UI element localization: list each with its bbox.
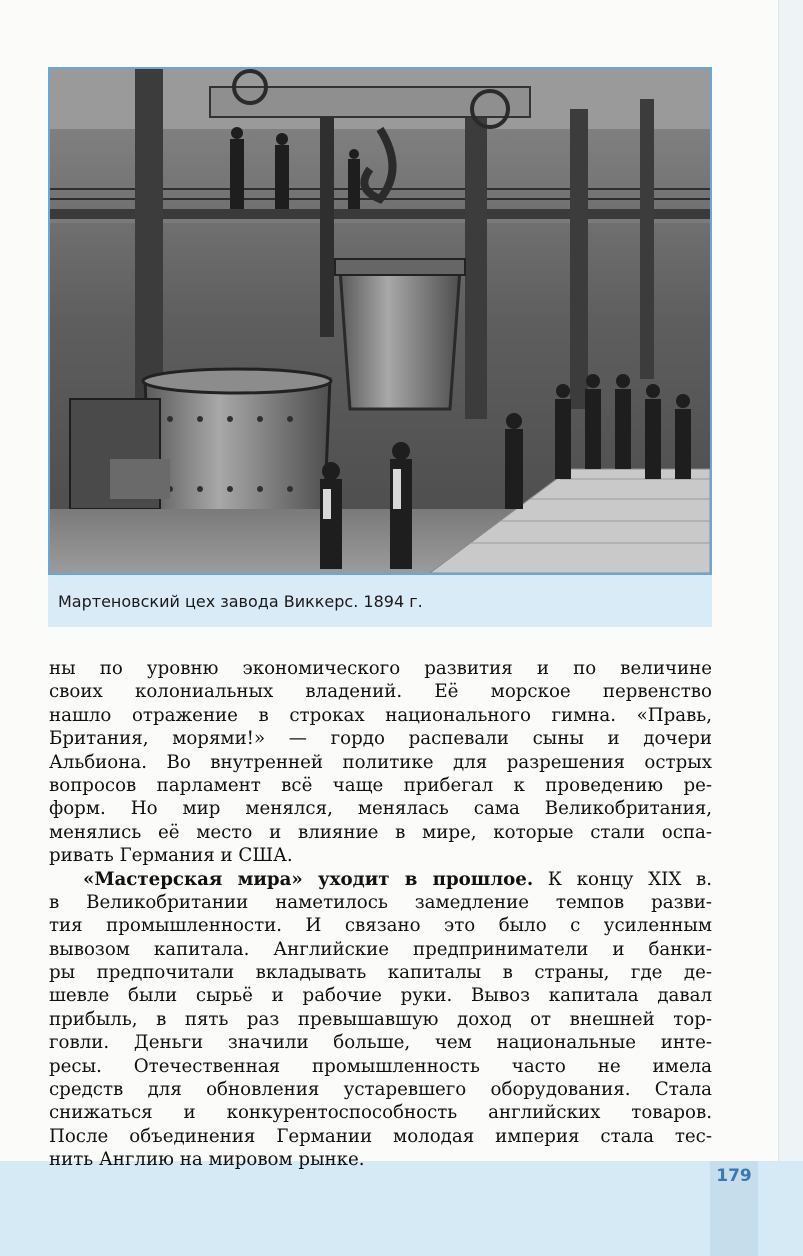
steelworks-photo	[48, 67, 712, 575]
body-text	[49, 657, 712, 1172]
text-line: нашло отражение в строках национального гимна. «Правь,	[49, 704, 712, 726]
text-line: вывозом капитала. Английские предприниматели и банки-	[49, 938, 712, 960]
text-line: тия промышленности. И связано это было с усиленным	[49, 915, 712, 937]
text-line: ресы. Отечественная промышленность часто не имела	[49, 1055, 712, 1077]
text-line: говли. Деньги значили больше, чем национальные инте-	[49, 1032, 712, 1054]
text-line: ны по уровню экономического развития и по величине	[49, 658, 712, 679]
text-line: в Великобритании наметилось замедление темпов разви-	[49, 891, 712, 913]
steelworks-photo-illustration	[50, 69, 710, 573]
text-line: средств для обновления устаревшего оборудования. Стала	[49, 1079, 712, 1101]
text-line: прибыль, в пять раз превышавшую доход от внешней тор-	[49, 1008, 712, 1030]
text-line: нить Англию на мировом рынке.	[49, 1149, 365, 1171]
text-line: После объединения Германии молодая империя стала тес-	[49, 1125, 712, 1147]
text-line: ры предпочитали вкладывать капиталы в страны, где де-	[49, 962, 712, 984]
text-line: Альбиона. Во внутренней политике для разрешения острых	[49, 751, 712, 773]
bottom-band	[0, 1161, 803, 1256]
section-heading: «Мастерская мира» уходит в прошлое.	[83, 868, 534, 890]
text-line: Британия, морями!» — гордо распевали сыны и дочери	[49, 728, 712, 750]
text-line: ривать Германия и США.	[49, 845, 293, 867]
page-edge	[778, 0, 803, 1256]
page-number: 179	[716, 1166, 752, 1186]
figure-caption: Мартеновский цех завода Виккерс. 1894 г.	[58, 592, 423, 611]
section-first-line-rest: К концу XIX в.	[533, 868, 713, 890]
text-line: форм. Но мир менялся, менялась сама Великобритания,	[49, 798, 712, 820]
text-line: вопросов парламент всё чаще прибегал к проведению ре-	[49, 774, 712, 796]
text-line: снижаться и конкурентоспособность английских товаров.	[49, 1102, 712, 1124]
text-line: менялись её место и влияние в мире, которые стали оспа-	[49, 821, 712, 843]
section-first-line	[49, 868, 712, 891]
text-line: шевле были сырьё и рабочие руки. Вывоз капитала давал	[49, 985, 712, 1007]
text-line: своих колониальных владений. Её морское первенство	[49, 681, 712, 703]
